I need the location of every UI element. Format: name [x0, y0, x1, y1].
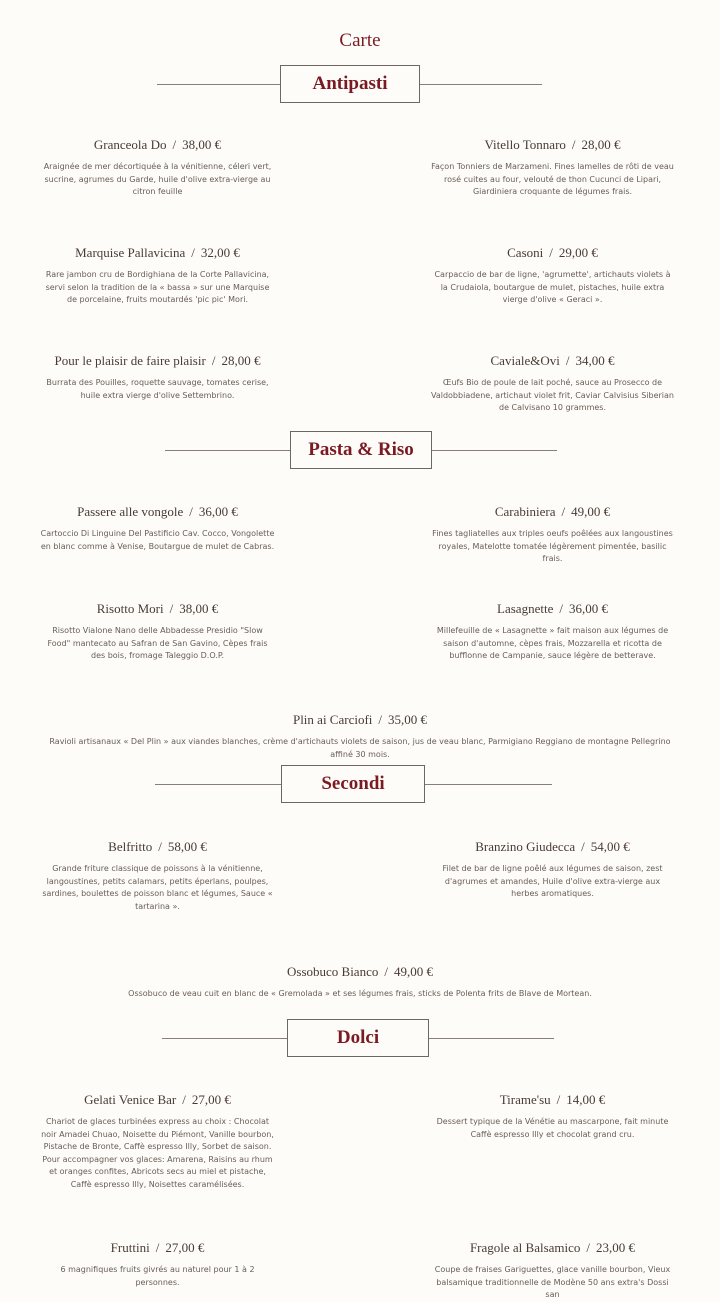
menu-item-description: Chariot de glaces turbinées express au choix : Chocolat noir Amadei Chuao, Noisette du Piémont, Vanille bourbon, Pistache de Bronte, Caffè espresso Illy, Sorbet de saison. Pour accompagner vos glaces: Amarena, Raisins au rhum et oranges confites, Abricots secs au miel et pistache, Caffè espresso Illy, Noisettes caramélisées. — [41, 1117, 274, 1189]
menu-item-description: Dessert typique de la Vénétie au mascarpone, fait minute Caffè espresso Illy et chocolat grand cru. — [436, 1117, 669, 1139]
menu-item-title: Passere alle vongole / 36,00 € — [77, 504, 238, 519]
menu-item-description: Façon Tonniers de Marzameni. Fines lamelles de rôti de veau rosé cuites au four, velouté de thon Cucunci de Lipari, Giardiniera croquante de légumes frais. — [431, 162, 674, 196]
menu-item — [40, 137, 275, 199]
section-title-dolci: Dolci — [287, 1019, 429, 1057]
menu-item-title: Branzino Giudecca / 54,00 € — [475, 839, 630, 854]
menu-item — [430, 1240, 675, 1302]
menu-item — [430, 353, 675, 415]
menu-item — [40, 601, 275, 663]
menu-item — [430, 504, 675, 566]
page-title: Carte — [339, 30, 381, 51]
section-title-antipasti: Antipasti — [280, 65, 420, 103]
menu-item-title: Plin ai Carciofi / 35,00 € — [292, 712, 428, 727]
menu-item-title: Caviale&Ovi / 34,00 € — [490, 353, 615, 368]
menu-item-title: Fruttini / 27,00 € — [110, 1240, 205, 1255]
menu-item — [430, 601, 675, 663]
menu-item — [40, 1240, 275, 1289]
menu-item-title: Marquise Pallavicina / 32,00 € — [75, 245, 240, 260]
menu-item — [40, 504, 275, 553]
menu-item — [40, 245, 275, 307]
menu-item-description: Coupe de fraises Gariguettes, glace vanille bourbon, Vieux balsamique traditionnelle de Modène 50 ans extra's Dossi san — [434, 1265, 671, 1299]
menu-item-description: Rare jambon cru de Bordighiana de la Corte Pallavicina, servi selon la tradition de la « bassa » sur une Marquise de porcelaine, fruits moutardés 'pic pic' Mori. — [45, 270, 270, 304]
menu-item-description: 6 magnifiques fruits givrés au naturel pour 1 à 2 personnes. — [60, 1265, 255, 1287]
menu-item — [40, 1092, 275, 1191]
menu-item — [40, 712, 680, 761]
menu-item-title: Vitello Tonnaro / 28,00 € — [484, 137, 621, 152]
menu-item-description: Burrata des Pouilles, roquette sauvage, tomates cerise, huile extra vierge d'olive Settembrino. — [46, 378, 269, 400]
menu-item-description: Carpaccio de bar de ligne, 'agrumette', artichauts violets à la Crudaiola, boutargue de mulet, pistaches, huile extra vierge d'olive « Geraci ». — [434, 270, 671, 304]
section-header-pasta — [0, 431, 720, 471]
menu-item — [40, 839, 275, 913]
menu-item-description: Araignée de mer décortiquée à la vénitienne, céleri vert, sucrine, agrumes du Garde, huile d'olive extra-vierge au citron feuille — [43, 162, 272, 196]
menu-item — [430, 839, 675, 901]
menu-item-description: Filet de bar de ligne poêlé aux légumes de saison, zest d'agrumes et amandes, Huile d'olive extra-vierge aux herbes aromatiques. — [442, 864, 663, 898]
menu-item-title: Casoni / 29,00 € — [507, 245, 598, 260]
menu-item-description: Cartoccio Di Linguine Del Pastificio Cav. Cocco, Vongolette en blanc comme à Venise, Boutargue de mulet de Cabras. — [40, 529, 275, 551]
menu-item-title: Belfritto / 58,00 € — [108, 839, 207, 854]
menu-item — [430, 1092, 675, 1141]
menu-item-title: Gelati Venice Bar / 27,00 € — [84, 1092, 231, 1107]
section-title-secondi: Secondi — [281, 765, 425, 803]
menu-item-title: Pour le plaisir de faire plaisir / 28,00 € — [54, 353, 261, 368]
menu-item — [40, 353, 275, 402]
section-header-antipasti — [0, 65, 720, 105]
menu-item-title: Lasagnette / 36,00 € — [497, 601, 608, 616]
menu-item-title: Carabiniera / 49,00 € — [494, 504, 611, 519]
menu-item-title: Ossobuco Bianco / 49,00 € — [287, 964, 433, 979]
menu-item-title: Tirame'su / 14,00 € — [499, 1092, 606, 1107]
menu-item-description: Grande friture classique de poissons à la vénitienne, langoustines, petits calamars, petits éperlans, poulpes, sardines, boulettes de poisson blanc et légumes, Sauce « tartarina ». — [42, 864, 273, 911]
section-header-secondi — [0, 765, 720, 805]
menu-item-description: Millefeuille de « Lasagnette » fait maison aux légumes de saison d'automne, cèpes frais, Mozzarella et ricotta de bufflonne de Campanie, sauce légère de betterave. — [436, 626, 669, 660]
menu-item — [430, 245, 675, 307]
menu-item-description: Ossobuco de veau cuit en blanc de « Gremolada » et ses légumes frais, sticks de Polenta frits de Blave de Mortean. — [128, 989, 592, 998]
menu-item — [430, 137, 675, 199]
menu-item-title: Fragole al Balsamico / 23,00 € — [469, 1240, 636, 1255]
menu-item-description: Risotto Vialone Nano delle Abbadesse Presidio "Slow Food" mantecato au Safran de San Gavino, Cèpes frais des bois, fromage Taleggio D.O.P. — [47, 626, 268, 660]
menu-item-description: Œufs Bio de poule de lait poché, sauce au Prosecco de Valdobbiadene, artichaut violet frit, Caviar Calvisius Siberian de Calvisano 10 grammes. — [430, 378, 674, 412]
menu-item-title: Risotto Mori / 38,00 € — [96, 601, 219, 616]
menu-item-description: Fines tagliatelles aux triples oeufs poêlées aux langoustines royales, Matelotte tomatée légèrement pimentée, basilic frais. — [432, 529, 673, 563]
menu-item-title: Granceola Do / 38,00 € — [93, 137, 222, 152]
menu-item-description: Ravioli artisanaux « Del Plin » aux viandes blanches, crème d'artichauts violets de saison, jus de veau blanc, Parmigiano Reggiano de montagne Pellegrino affiné 30 mois. — [49, 737, 671, 759]
section-header-dolci — [0, 1019, 720, 1059]
menu-item — [40, 964, 680, 1001]
section-title-pasta: Pasta & Riso — [290, 431, 432, 469]
